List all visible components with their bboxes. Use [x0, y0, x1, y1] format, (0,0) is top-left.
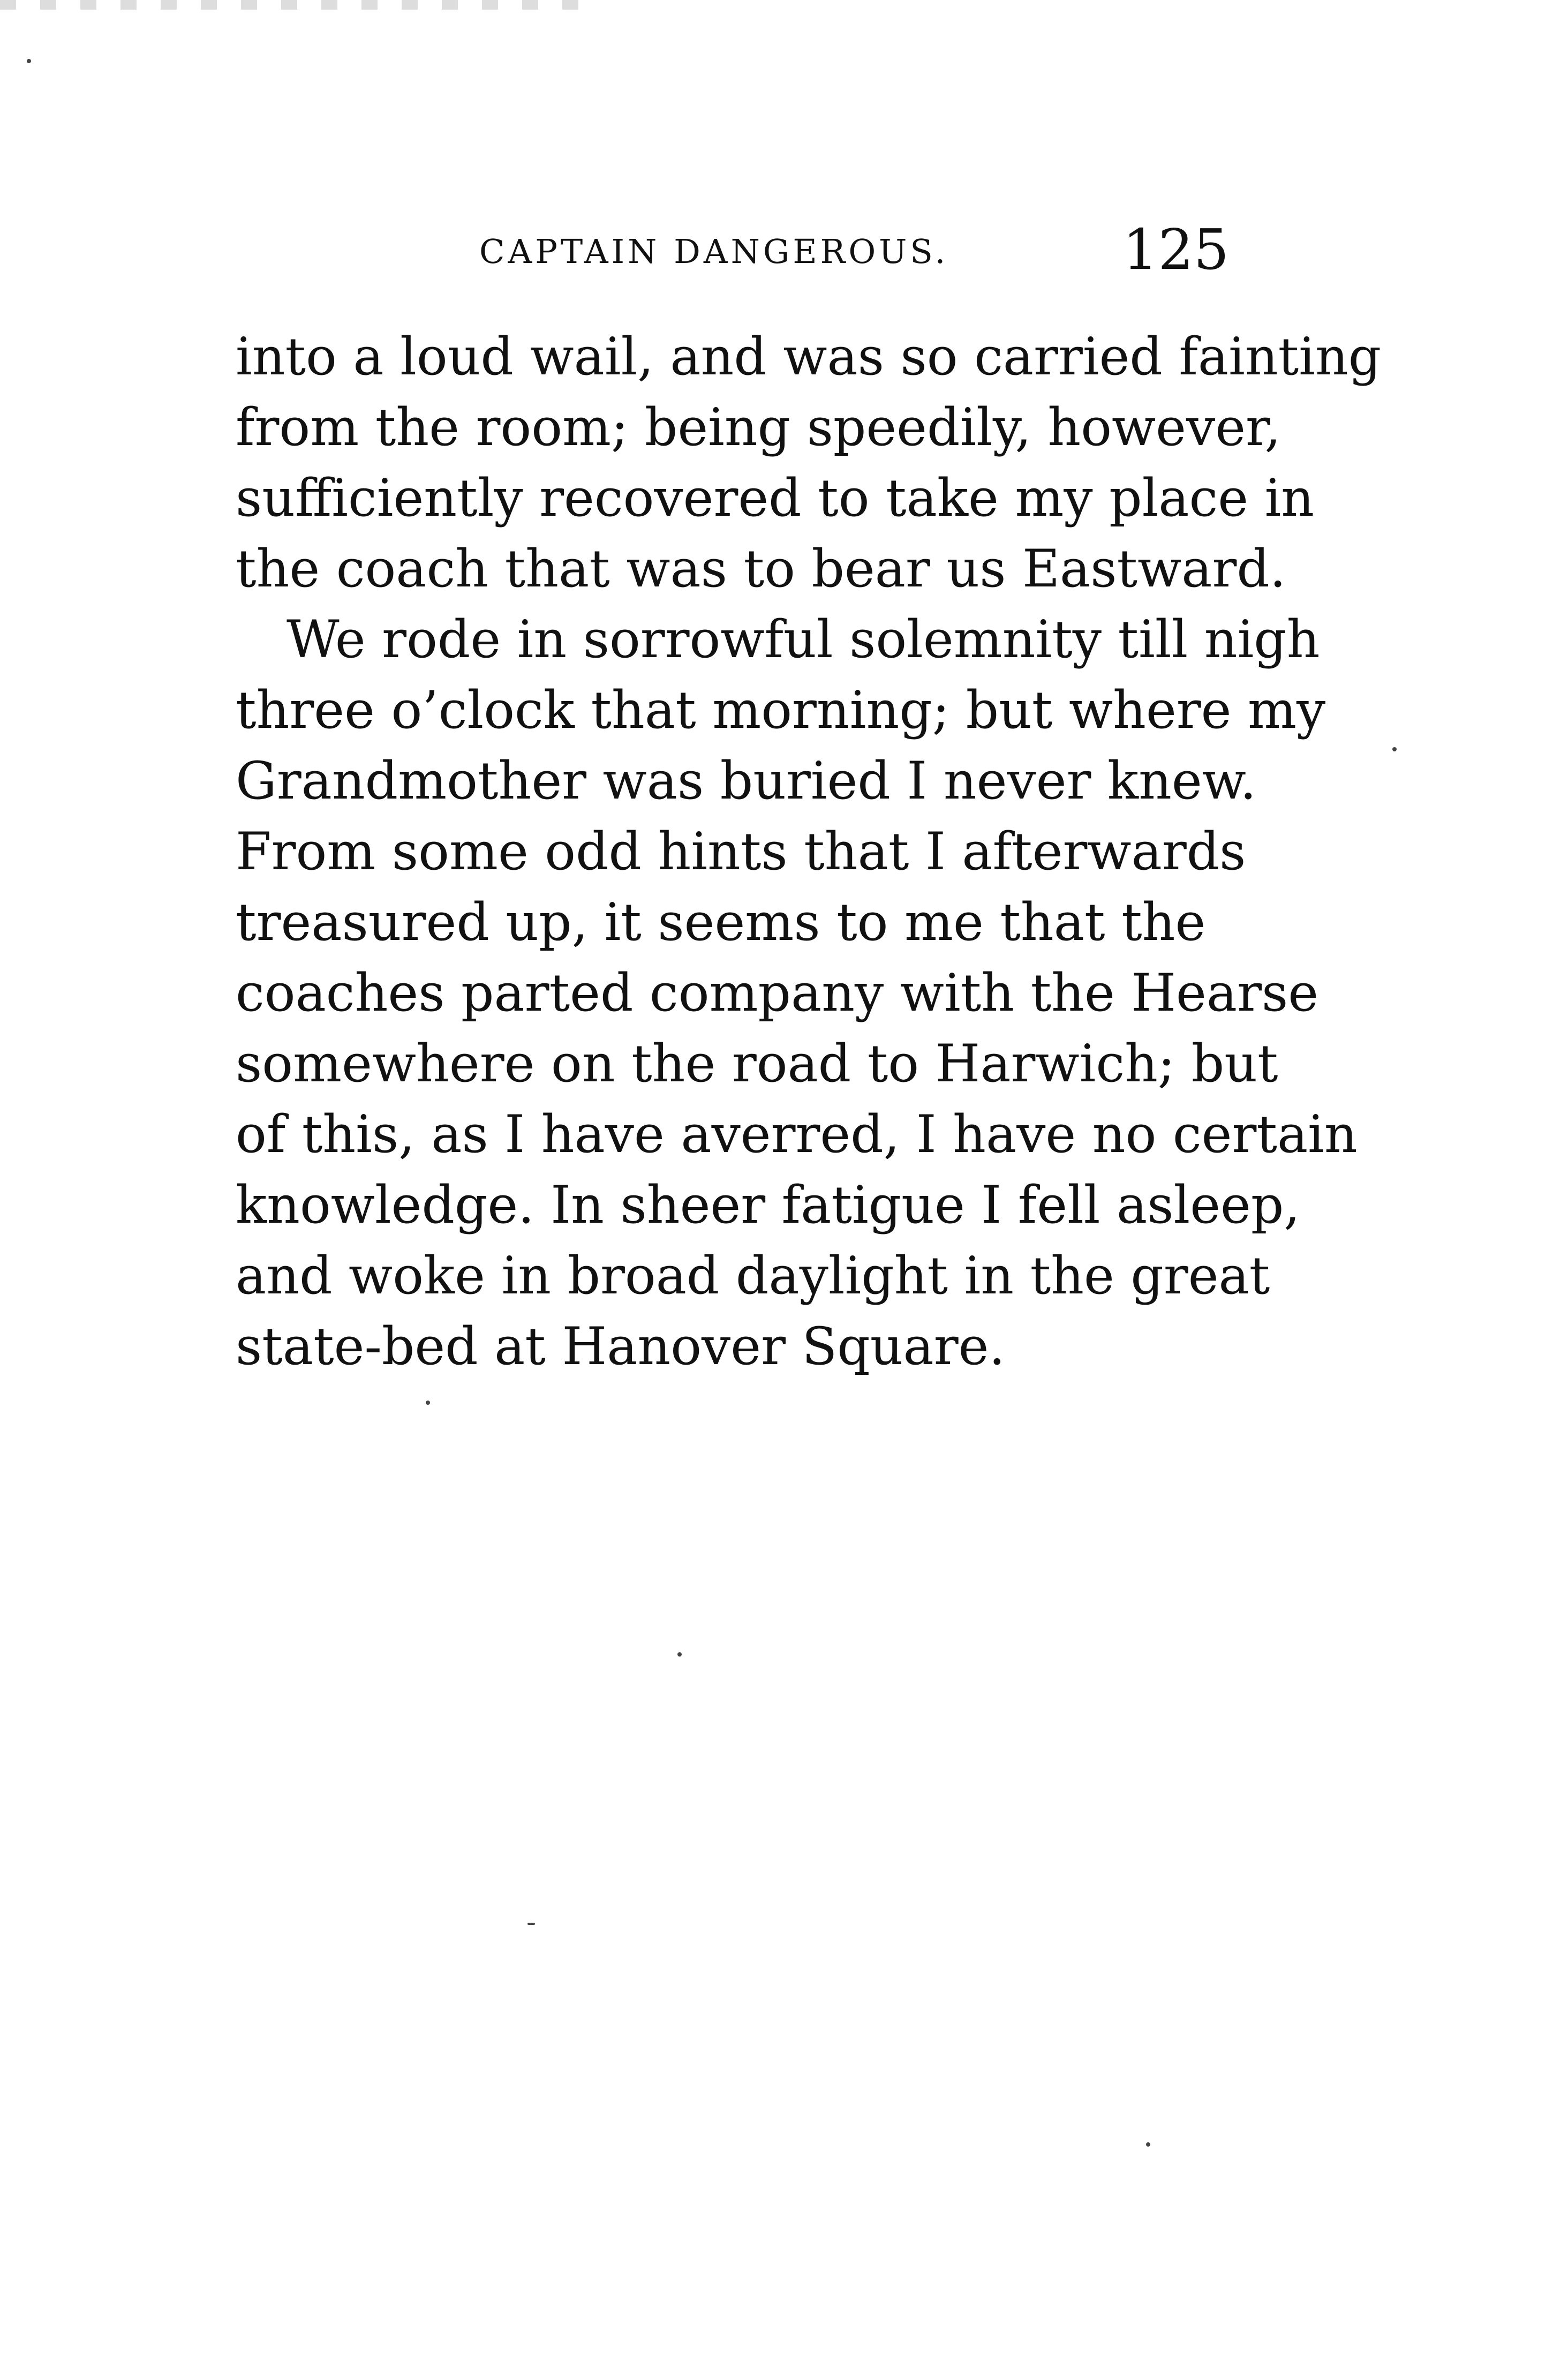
text-line: sufficiently recovered to take my place in: [236, 468, 1315, 528]
text-line: We rode in sorrowful solemnity till nigh: [287, 609, 1320, 669]
paragraph-1: [236, 321, 1382, 604]
scan-edge-marks: [0, 0, 589, 10]
scan-speck: [1392, 747, 1397, 751]
scan-speck: [527, 1923, 535, 1925]
text-line: somewhere on the road to Harwich; but: [236, 1034, 1278, 1094]
text-line: into a loud wail, and was so carried fainting: [236, 327, 1382, 387]
text-line: treasured up, it seems to me that the: [236, 892, 1206, 952]
text-line: of this, as I have averred, I have no certain: [236, 1104, 1358, 1164]
text-line: and woke in broad daylight in the great: [236, 1246, 1270, 1306]
text-line: Grandmother was buried I never knew.: [236, 751, 1257, 811]
page-header: [479, 217, 1229, 281]
page-number: 125: [1122, 217, 1229, 282]
text-line: three o’clock that morning; but where my: [236, 680, 1326, 740]
text-line: knowledge. In sheer fatigue I fell asleep,: [236, 1175, 1300, 1235]
text-line: From some odd hints that I afterwards: [236, 822, 1246, 882]
text-line: coaches parted company with the Hearse: [236, 963, 1319, 1023]
text-line: from the room; being speedily, however,: [236, 397, 1281, 457]
body-text: [236, 321, 1382, 1382]
text-line: state-bed at Hanover Square.: [236, 1316, 1005, 1376]
scan-speck: [27, 59, 31, 63]
text-line: the coach that was to bear us Eastward.: [236, 539, 1286, 599]
running-title: CAPTAIN DANGEROUS.: [479, 232, 949, 271]
scan-speck: [426, 1401, 430, 1405]
paragraph-2: [236, 604, 1358, 1382]
scan-speck: [677, 1652, 682, 1657]
scan-speck: [1146, 2142, 1150, 2147]
